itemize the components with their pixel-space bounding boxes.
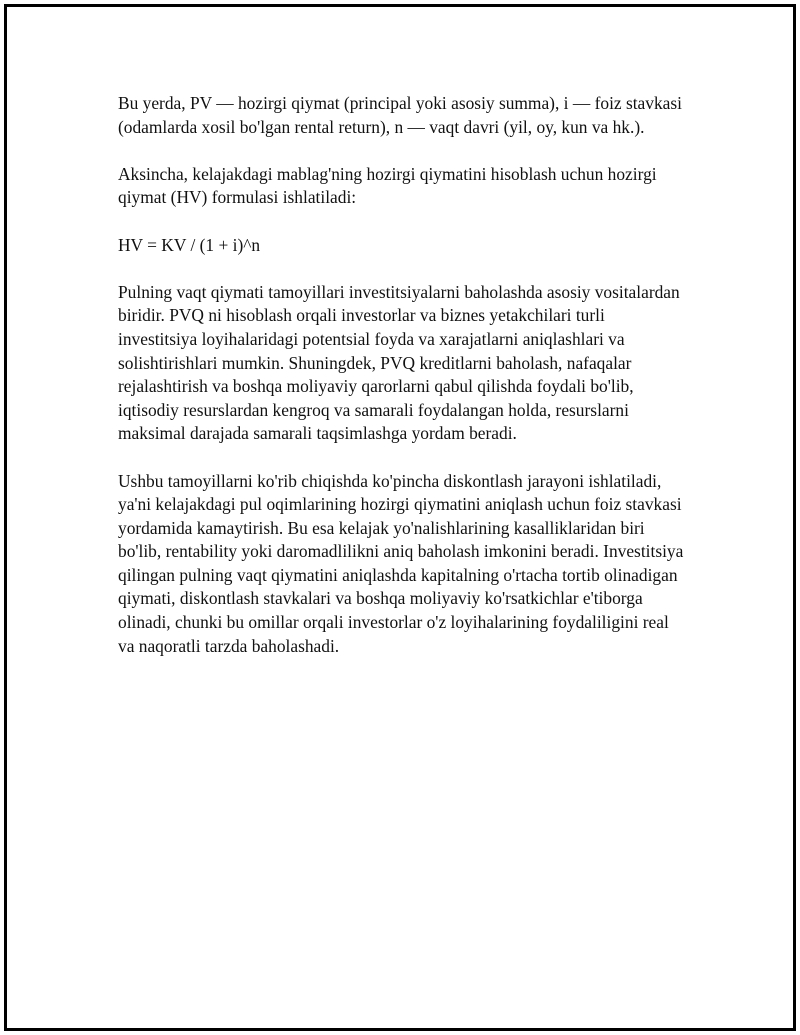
formula-line: HV = KV / (1 + i)^n: [118, 234, 261, 255]
paragraph-time-value-principles: Pulning vaqt qiymati tamoyillari investitsiyalarni baholashda asosiy vositalardan biridir. PVQ ni hisoblash orqali investorlar va biznes yetakchilari turli investitsiya loyihalaridagi potentsial foyda va xarajatlarni aniqlashlari va solishtirishlari mumkin. Shuningdek, PVQ kreditlarni baholash, nafaqalar rejalashtirish va boshqa moliyaviy qarorlarni qabul qilishda foydali bo'lib, iqtisodiy resurslardan kengroq va samarali foydalangan holda, resurslarni maksimal darajada samarali taqsimlashga yordam beradi.: [118, 281, 680, 444]
paragraph-discounting: Ushbu tamoyillarni ko'rib chiqishda ko'pincha diskontlash jarayoni ishlatiladi, ya'ni kelajakdagi pul oqimlarining hozirgi qiymatini aniqlash uchun foiz stavkasi yordamida kamaytirish. Bu esa kelajak yo'nalishlarining kasalliklaridan biri bo'lib, rentability yoki daromadlilikni aniq baholash imkonini beradi. Investitsiya qilingan pulning vaqt qiymatini aniqlashda kapitalning o'rtacha tortib olinadigan qiymati, diskontlash stavkalari va boshqa moliyaviy ko'rsatkichlar e'tiborga olinadi, chunki bu omillar orqali investorlar o'z loyihalarining foydaliligini real va naqoratli tarzda baholashadi.: [118, 470, 684, 656]
document-body: [118, 92, 688, 682]
paragraph-present-value-intro: Aksincha, kelajakdagi mablag'ning hozirgi qiymatini hisoblash uchun hozirgi qiymat (HV) formulasi ishlatiladi:: [118, 163, 657, 208]
paragraph-variable-definitions: Bu yerda, PV — hozirgi qiymat (principal yoki asosiy summa), i — foiz stavkasi (odamlarda xosil bo'lgan rental return), n — vaqt davri (yil, oy, kun va hk.).: [118, 93, 682, 137]
